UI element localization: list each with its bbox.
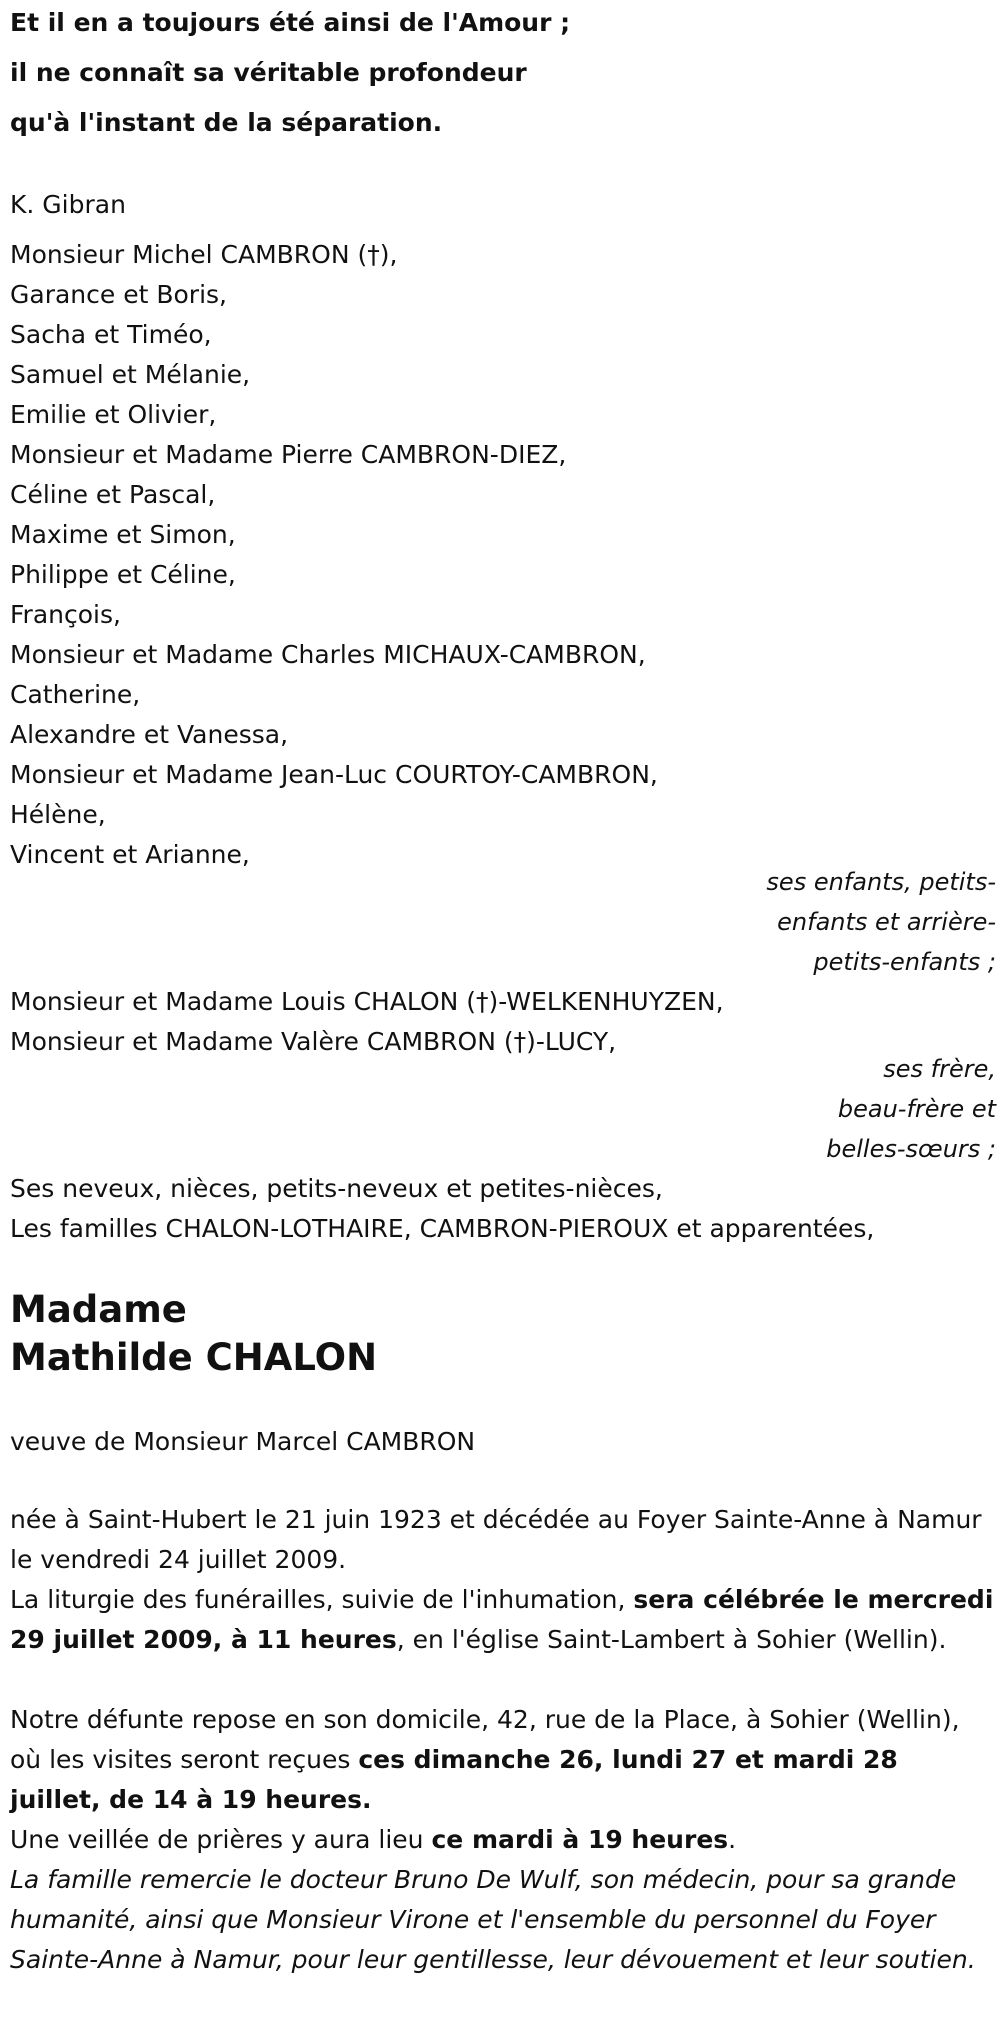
family-name-line: Monsieur Michel CAMBRON (†), xyxy=(10,240,398,269)
quote-author: K. Gibran xyxy=(10,190,126,219)
vigil-text-end: . xyxy=(728,1825,737,1854)
family-name-line: Samuel et Mélanie, xyxy=(10,360,251,389)
relation-line: ses frère, xyxy=(883,1055,996,1083)
thanks-paragraph: La famille remercie le docteur Bruno De Wulf, son médecin, pour sa grande humanité, ainsi que Monsieur Virone et l'ensemble du personnel du Foyer Sainte-Anne à Namur, pour leur gentillesse, leur dévouement et leur soutien. xyxy=(10,1865,976,1974)
quote-line: qu'à l'instant de la séparation. xyxy=(10,108,443,137)
family-name-line: Ses neveux, nièces, petits-neveux et petites-nièces, xyxy=(10,1174,663,1203)
family-name-line: Catherine, xyxy=(10,680,141,709)
liturgy-text-end: , en l'église Saint-Lambert à Sohier (Wellin). xyxy=(396,1625,947,1654)
quote-line: il ne connaît sa véritable profondeur xyxy=(10,58,527,87)
vigil-paragraph xyxy=(10,1820,996,1860)
deceased-name: Mathilde CHALON xyxy=(10,1336,378,1379)
vigil-time: ce mardi à 19 heures xyxy=(431,1825,729,1854)
relation-line: beau-frère et xyxy=(837,1095,996,1123)
rest-paragraph xyxy=(10,1700,996,1820)
vigil-text: Une veillée de prières y aura lieu xyxy=(10,1825,432,1854)
relation-line: petits-enfants ; xyxy=(813,948,996,976)
family-name-line: Emilie et Olivier, xyxy=(10,400,217,429)
relation-line: belles-sœurs ; xyxy=(826,1135,996,1163)
widow-of: veuve de Monsieur Marcel CAMBRON xyxy=(10,1427,476,1456)
family-name-line: Monsieur et Madame Louis CHALON (†)-WELKENHUYZEN, xyxy=(10,987,724,1016)
family-name-line: François, xyxy=(10,600,121,629)
family-name-line: Monsieur et Madame Charles MICHAUX-CAMBRON, xyxy=(10,640,646,669)
liturgy-text: La liturgie des funérailles, suivie de l'inhumation, xyxy=(10,1585,634,1614)
family-name-line: Vincent et Arianne, xyxy=(10,840,250,869)
birth-death-paragraph: née à Saint-Hubert le 21 juin 1923 et décédée au Foyer Sainte-Anne à Namur le vendredi 24 juillet 2009. xyxy=(10,1505,982,1574)
relation-line: enfants et arrière- xyxy=(777,908,996,936)
family-name-line: Monsieur et Madame Pierre CAMBRON-DIEZ, xyxy=(10,440,567,469)
visit-dates: ces dimanche 26, lundi 27 et mardi 28 juillet, de 14 à 19 heures. xyxy=(10,1745,898,1814)
rest-text: Notre défunte repose en son domicile, 42, rue de la Place, à Sohier (Wellin), où les visites seront reçues xyxy=(10,1705,960,1774)
family-name-line: Monsieur et Madame Jean-Luc COURTOY-CAMBRON, xyxy=(10,760,658,789)
family-name-line: Les familles CHALON-LOTHAIRE, CAMBRON-PIEROUX et apparentées, xyxy=(10,1214,875,1243)
family-name-line: Philippe et Céline, xyxy=(10,560,236,589)
family-name-line: Sacha et Timéo, xyxy=(10,320,212,349)
quote-line: Et il en a toujours été ainsi de l'Amour ; xyxy=(10,8,571,37)
family-name-line: Hélène, xyxy=(10,800,106,829)
family-name-line: Garance et Boris, xyxy=(10,280,227,309)
relation-line: ses enfants, petits- xyxy=(766,868,996,896)
family-name-line: Maxime et Simon, xyxy=(10,520,236,549)
deceased-title: Madame xyxy=(10,1288,187,1331)
liturgy-paragraph xyxy=(10,1580,996,1660)
family-name-line: Monsieur et Madame Valère CAMBRON (†)-LUCY, xyxy=(10,1027,617,1056)
liturgy-date: sera célébrée le mercredi 29 juillet 2009, à 11 heures xyxy=(10,1585,994,1654)
family-name-line: Céline et Pascal, xyxy=(10,480,216,509)
family-name-line: Alexandre et Vanessa, xyxy=(10,720,289,749)
